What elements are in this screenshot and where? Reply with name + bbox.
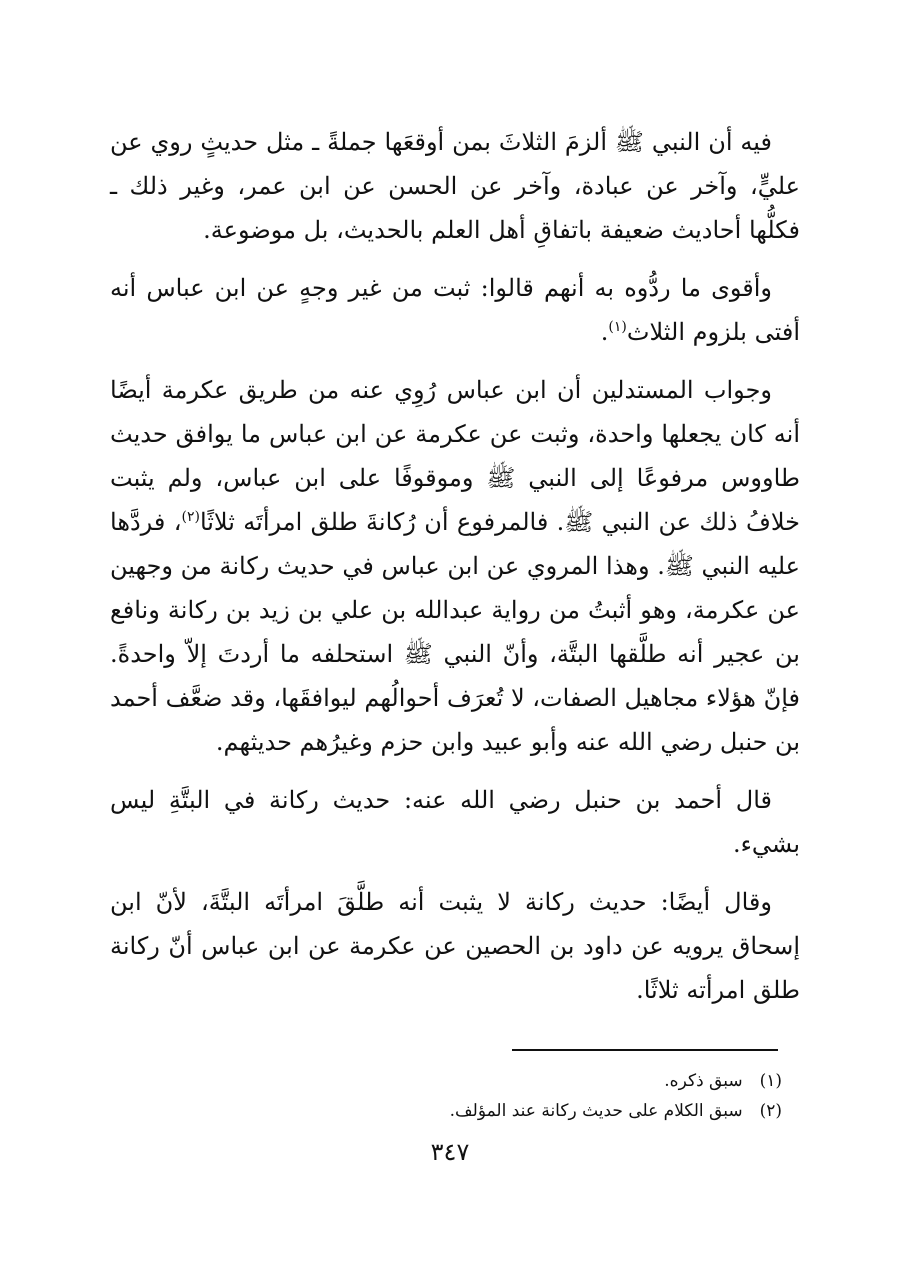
paragraph-text: وجواب المستدلين أن ابن عباس رُوِي عنه من طريق عكرمة أيضًا أنه كان يجعلها واحدة، وثبت عن عكرمة عن ابن عباس ما يوافق حديث طاووس مرفوعًا إلى النبي ﷺ وموقوفًا على ابن عباس، ولم يثبت خلافُ ذلك عن النبي ﷺ. فالمرفوع أن رُكانةَ طلق امرأتَه ثلاثًا — [110, 376, 800, 536]
paragraph-text-continued: ، فردَّها عليه النبي ﷺ. وهذا المروي عن ابن عباس في حديث ركانة من وجهين عن عكرمة، وهو أثبتُ من رواية عبدالله بن علي بن زيد بن ركانة ونافع بن عجير أنه طلَّقها البتَّة، وأنّ النبي ﷺ استحلفه ما أردتَ إلاّ واحدةً. فإنّ هؤلاء مجاهيل الصفات، لا تُعرَف أحوالُهم ليوافقَها، وقد ضعَّف أحمد بن حنبل رضي الله عنه وأبو عبيد وابن حزم وغيرُهم حديثهم. — [110, 508, 800, 756]
footnote-number: (٢) — [759, 1101, 782, 1121]
footnote-text: سبق ذكره. — [664, 1071, 743, 1091]
footnote — [110, 1096, 782, 1126]
paragraph — [110, 368, 800, 764]
paragraph-text: وقال أيضًا: حديث ركانة لا يثبت أنه طلَّقَ امرأتَه البتَّةَ، لأنّ ابن إسحاق يرويه عن داود بن الحصين عن عكرمة عن ابن عباس أنّ ركانة طلق امرأته ثلاثًا. — [110, 888, 800, 1004]
paragraph — [110, 266, 800, 354]
footnote-number: (١) — [759, 1071, 782, 1091]
paragraph-end: . — [600, 318, 609, 346]
footnotes — [110, 1066, 782, 1126]
paragraph-text: وأقوى ما ردُّوه به أنهم قالوا: ثبت من غير وجهٍ عن ابن عباس أنه أفتى بلزوم الثلاث — [110, 274, 800, 346]
page-number: ٣٤٧ — [430, 1138, 470, 1166]
paragraph — [110, 120, 800, 252]
footnote-text: سبق الكلام على حديث ركانة عند المؤلف. — [449, 1101, 743, 1121]
paragraph — [110, 880, 800, 1012]
paragraph-text: فيه أن النبي ﷺ ألزمَ الثلاثَ بمن أوقعَها جملةً ـ مثل حديثٍ روي عن عليٍّ، وآخر عن عبادة، وآخر عن الحسن عن ابن عمر، وغير ذلك ـ فكلُّها أحاديث ضعيفة باتفاقِ أهل العلم بالحديث، بل موضوعة. — [110, 128, 800, 244]
footnote-reference: (١) — [608, 319, 627, 335]
main-text — [110, 120, 800, 1026]
paragraph-text: قال أحمد بن حنبل رضي الله عنه: حديث ركانة في البتَّةِ ليس بشيء. — [110, 786, 800, 858]
footnote-separator — [512, 1049, 778, 1051]
paragraph — [110, 778, 800, 866]
footnote-reference: (٢) — [181, 509, 200, 525]
footnote — [110, 1066, 782, 1096]
